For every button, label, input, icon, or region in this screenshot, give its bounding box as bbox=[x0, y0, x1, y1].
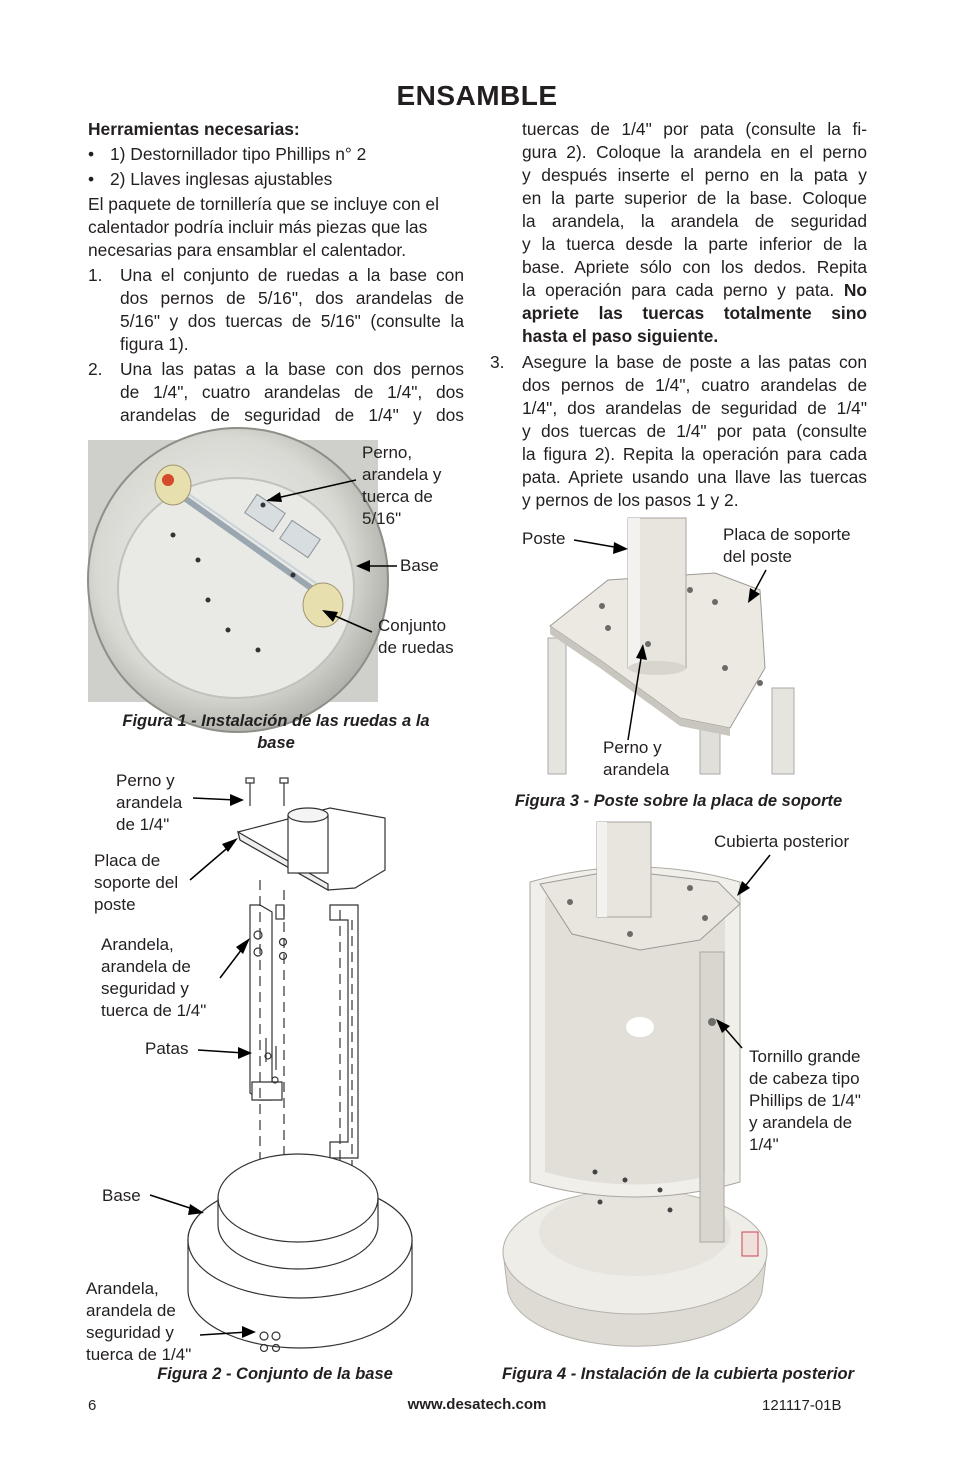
label-line: arandela bbox=[603, 760, 670, 779]
label-line: Placa de soporte bbox=[723, 525, 851, 544]
label-line: arandela bbox=[116, 793, 183, 812]
label-line: del poste bbox=[723, 547, 792, 566]
label-line: Perno, bbox=[362, 443, 413, 462]
text-line: la arandela, la arandela de seguridad bbox=[522, 211, 867, 231]
bold-warning: apriete las tuercas totalmente sino bbox=[522, 303, 867, 323]
tool-label: 2) Llaves inglesas ajustables bbox=[110, 169, 333, 189]
fig3-post-label: Poste bbox=[522, 529, 566, 548]
text-line: 1/4", dos arandelas de seguridad de 1/4" bbox=[522, 398, 867, 418]
text-line: y dos tuercas de 1/4" por pata (consulte bbox=[522, 421, 867, 441]
step-number: 1. bbox=[88, 265, 103, 285]
label-line: Perno y bbox=[116, 771, 175, 790]
website-link[interactable]: www.desatech.com bbox=[407, 1396, 547, 1413]
text-line: Una el conjunto de ruedas a la base con bbox=[120, 265, 464, 285]
text-span: la operación para cada perno y pata. bbox=[522, 280, 835, 300]
label-line: de cabeza tipo bbox=[749, 1069, 860, 1088]
label-line: y arandela de bbox=[749, 1113, 853, 1132]
page-title: ENSAMBLE bbox=[396, 80, 558, 111]
label-line: Arandela, bbox=[86, 1279, 159, 1298]
text-line: tuercas de 1/4" por pata (consulte la fi- bbox=[522, 119, 867, 139]
label-line: 1/4" bbox=[749, 1135, 779, 1154]
bullet: • bbox=[88, 169, 95, 189]
label-line: arandela de bbox=[86, 1301, 176, 1320]
text-line: y pernos de los pasos 1 y 2. bbox=[522, 490, 739, 510]
text-line: El paquete de tornillería que se incluye con el bbox=[88, 194, 439, 214]
text-line: de 1/4", cuatro arandelas de 1/4", dos bbox=[120, 382, 464, 402]
figure-2-caption: Figura 2 - Conjunto de la base bbox=[157, 1365, 393, 1383]
text-line: base. Apriete sólo con los dedos. Repita bbox=[522, 257, 867, 277]
text-line: la figura 2). Repita la operación para cada bbox=[522, 444, 867, 464]
fig4-screw-label bbox=[749, 1046, 861, 1156]
label-line: poste bbox=[94, 895, 136, 914]
label-line: Tornillo grande bbox=[749, 1047, 861, 1066]
label-line: seguridad y bbox=[101, 979, 189, 998]
text-line: Asegure la base de poste a las patas con bbox=[522, 352, 867, 372]
text-line: y después inserte el perno en la pata y bbox=[522, 165, 867, 185]
text-line: 5/16" y dos tuercas de 5/16" (consulte la bbox=[120, 311, 464, 331]
text-line: y la tuerca desde la parte inferior de la bbox=[522, 234, 867, 254]
document-code: 121117-01B bbox=[762, 1397, 842, 1414]
label-line: tuerca de 1/4" bbox=[86, 1345, 192, 1364]
figure-4-caption: Figura 4 - Instalación de la cubierta posterior bbox=[501, 1365, 855, 1383]
label-line: arandela y bbox=[362, 465, 442, 484]
text-line: figura 1). bbox=[120, 334, 189, 354]
text-line: Una las patas a la base con dos pernos bbox=[120, 359, 464, 379]
fig2-base-label: Base bbox=[102, 1186, 141, 1205]
bullet: • bbox=[88, 144, 95, 164]
text-line: pata. Apriete usando una llave las tuercas bbox=[522, 467, 867, 487]
tool-label: 1) Destornillador tipo Phillips n° 2 bbox=[110, 144, 367, 164]
label-line: de ruedas bbox=[378, 638, 454, 657]
label-line: tuerca de bbox=[362, 487, 433, 506]
tools-heading: Herramientas necesarias: bbox=[88, 119, 300, 139]
label-line: arandela de bbox=[101, 957, 191, 976]
label-line: Perno y bbox=[603, 738, 662, 757]
fig4-cover-label: Cubierta posterior bbox=[714, 832, 850, 851]
label-line: tuerca de 1/4" bbox=[101, 1001, 207, 1020]
page-number: 6 bbox=[88, 1397, 97, 1414]
fig1-base-label: Base bbox=[400, 556, 439, 575]
caption-line: base bbox=[257, 734, 295, 752]
bold-warning: hasta el paso siguiente. bbox=[522, 326, 719, 346]
label-line: Phillips de 1/4" bbox=[749, 1091, 861, 1110]
bold-warning: No bbox=[843, 280, 867, 300]
step-number: 3. bbox=[490, 352, 505, 372]
text-line: dos pernos de 5/16", dos arandelas de bbox=[120, 288, 464, 308]
text-line: en la parte superior de la base. Coloque bbox=[522, 188, 867, 208]
text-line: gura 2). Coloque la arandela en el perno bbox=[522, 142, 867, 162]
text-line: arandelas de seguridad de 1/4" y dos bbox=[120, 405, 464, 425]
label-line: Conjunto bbox=[378, 616, 447, 635]
label-line: Arandela, bbox=[101, 935, 174, 954]
label-line: de 1/4" bbox=[116, 815, 170, 834]
label-line: 5/16" bbox=[362, 509, 402, 528]
label-line: seguridad y bbox=[86, 1323, 174, 1342]
text-line: dos pernos de 1/4", cuatro arandelas de bbox=[522, 375, 867, 395]
figure-3-caption: Figura 3 - Poste sobre la placa de soporte bbox=[514, 792, 843, 810]
label-line: soporte del bbox=[94, 873, 179, 892]
caption-line: Figura 1 - Instalación de las ruedas a la bbox=[122, 712, 430, 730]
step-number: 2. bbox=[88, 359, 103, 379]
text-line: necesarias para ensamblar el calentador. bbox=[88, 240, 407, 260]
label-line: Placa de bbox=[94, 851, 161, 870]
fig2-legs-label: Patas bbox=[145, 1039, 189, 1058]
text-line: calentador podría incluir más piezas que las bbox=[88, 217, 428, 237]
